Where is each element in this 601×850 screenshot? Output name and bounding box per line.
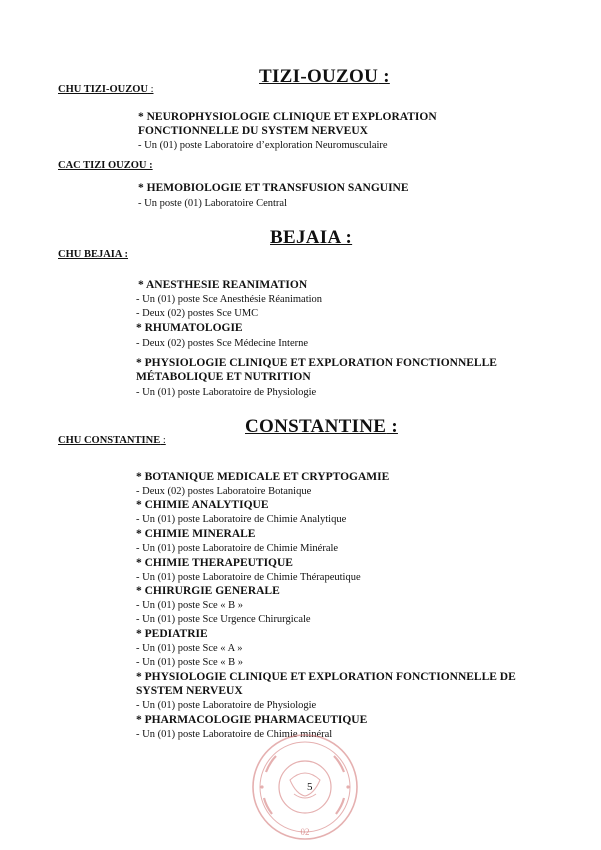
hospital-heading-chu-constantine: CHU CONSTANTINE :	[58, 435, 166, 446]
post-item: - Un (01) poste Sce « A »	[136, 643, 243, 654]
post-item: - Un (01) poste Laboratoire d’exploration Neuromusculaire	[138, 140, 388, 151]
specialty-title: SYSTEM NERVEUX	[136, 685, 243, 697]
post-item: - Deux (02) postes Laboratoire Botanique	[136, 486, 312, 497]
city-heading-tizi-ouzou: TIZI-OUZOU :	[259, 66, 390, 87]
specialty-title: * PHYSIOLOGIE CLINIQUE ET EXPLORATION FONCTIONNELLE DE	[136, 671, 516, 683]
specialty-title: * CHIRURGIE GENERALE	[136, 585, 280, 597]
specialty-title: * PEDIATRIE	[136, 628, 208, 640]
specialty-title: * CHIMIE ANALYTIQUE	[136, 499, 269, 511]
post-item: - Un (01) poste Laboratoire de Chimie Minérale	[136, 543, 339, 554]
specialty-title: * NEUROPHYSIOLOGIE CLINIQUE ET EXPLORATION	[138, 111, 437, 123]
post-item: - Un (01) poste Sce Anesthésie Réanimation	[136, 294, 323, 305]
city-heading-constantine: CONSTANTINE :	[245, 416, 398, 437]
specialty-title: * RHUMATOLOGIE	[136, 322, 243, 334]
post-item: - Deux (02) postes Sce UMC	[136, 308, 259, 319]
post-item: - Un (01) poste Laboratoire de Physiologie	[136, 700, 317, 711]
specialty-title: FONCTIONNELLE DU SYSTEM NERVEUX	[138, 125, 368, 137]
city-heading-bejaia: BEJAIA :	[270, 227, 353, 248]
specialty-title: * BOTANIQUE MEDICALE ET CRYPTOGAMIE	[136, 471, 390, 483]
specialty-title: * CHIMIE MINERALE	[136, 528, 256, 540]
hospital-heading-chu-tizi-ouzou: CHU TIZI-OUZOU :	[58, 84, 154, 95]
page-number: 5	[307, 781, 313, 793]
specialty-title: MÉTABOLIQUE ET NUTRITION	[136, 371, 311, 383]
post-item: - Deux (02) postes Sce Médecine Interne	[136, 338, 309, 349]
post-item: - Un (01) poste Laboratoire de Chimie Thérapeutique	[136, 572, 361, 583]
stamp-number: 02	[300, 827, 310, 837]
specialty-title: * CHIMIE THERAPEUTIQUE	[136, 557, 293, 569]
specialty-title: * PHARMACOLOGIE PHARMACEUTIQUE	[136, 714, 368, 726]
post-item: - Un (01) poste Sce Urgence Chirurgicale	[136, 614, 311, 625]
post-item: - Un (01) poste Laboratoire de Chimie Analytique	[136, 514, 347, 525]
specialty-title: * HEMOBIOLOGIE ET TRANSFUSION SANGUINE	[138, 182, 409, 194]
specialty-title: * PHYSIOLOGIE CLINIQUE ET EXPLORATION FONCTIONNELLE	[136, 357, 497, 369]
post-item: - Un (01) poste Laboratoire de Chimie minéral	[136, 729, 333, 740]
specialty-title: * ANESTHESIE REANIMATION	[138, 279, 308, 291]
post-item: - Un poste (01) Laboratoire Central	[138, 198, 287, 209]
hospital-heading-chu-bejaia: CHU BEJAIA :	[58, 249, 129, 260]
hospital-heading-cac-tizi-ouzou: CAC TIZI OUZOU :	[58, 160, 153, 171]
official-stamp-icon	[250, 732, 360, 842]
post-item: - Un (01) poste Sce « B »	[136, 657, 244, 668]
post-item: - Un (01) poste Laboratoire de Physiologie	[136, 387, 317, 398]
post-item: - Un (01) poste Sce « B »	[136, 600, 244, 611]
